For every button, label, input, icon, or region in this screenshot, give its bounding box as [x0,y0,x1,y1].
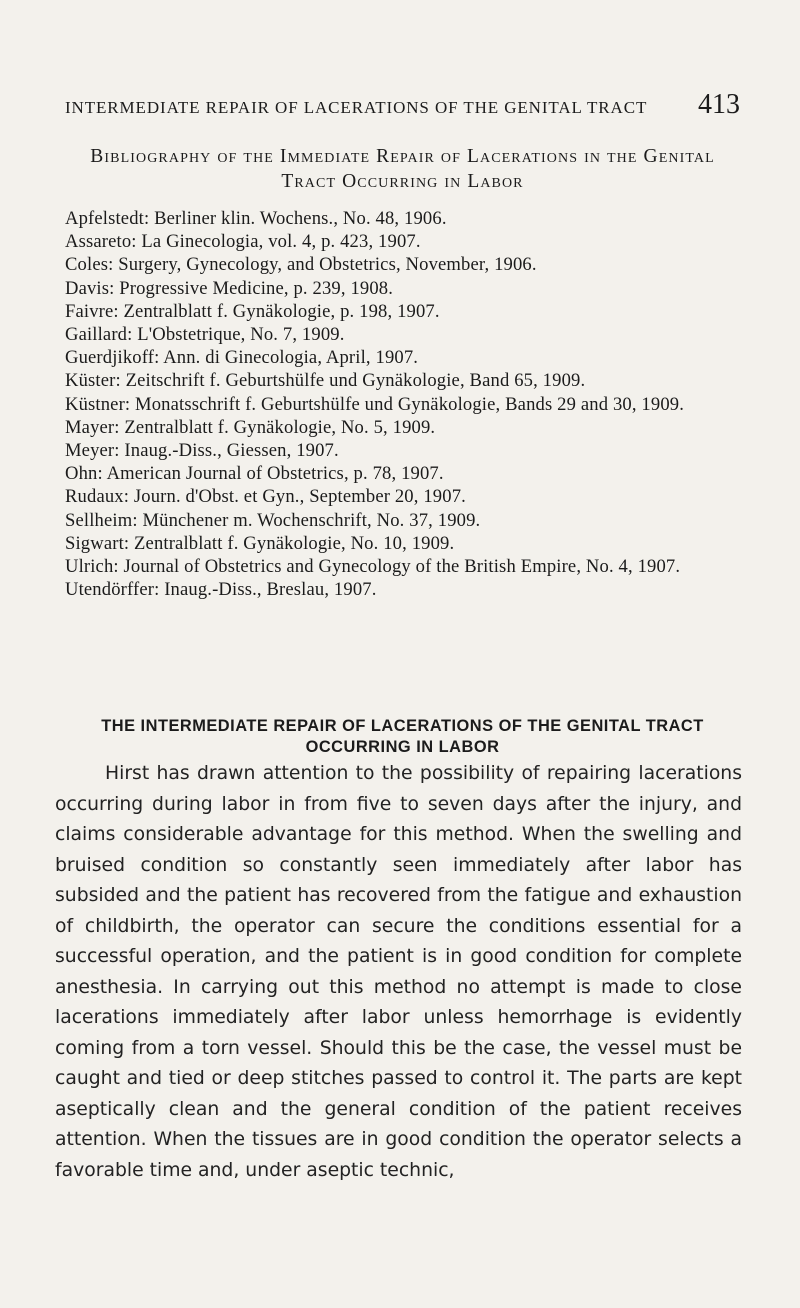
bibliography-entry: Sellheim: Münchener m. Wochenschrift, No. 37, 1909. [65,509,481,531]
entry-citation: Monatsschrift f. Geburtshülfe und Gynäkologie, Bands 29 and 30, 1909. [135,393,685,415]
running-head [65,89,740,125]
entry-author: Küster [65,370,116,392]
entry-citation: Zentralblatt f. Gynäkologie, No. 5, 1909. [124,416,436,438]
entry-author: Meyer [65,440,115,462]
bibliography-entry: Gaillard: L'Obstetrique, No. 7, 1909. [65,324,345,346]
entry-author: Küstner [65,393,125,415]
entry-author: Mayer [65,416,115,438]
entry-author: Utendörffer [65,579,155,601]
bibliography-entry: Ulrich: Journal of Obstetrics and Gynecology of the British Empire, No. 4, 1907. [65,556,681,578]
entry-citation: Zentralblatt f. Gynäkologie, No. 10, 1909. [134,532,455,554]
entry-citation: Progressive Medicine, p. 239, 1908. [119,277,394,299]
entry-citation: Münchener m. Wochenschrift, No. 37, 1909. [142,509,481,531]
bibliography-entry: Apfelstedt: Berliner klin. Wochens., No. 48, 1906. [65,208,447,229]
entry-author: Faivre [65,300,114,322]
page-number: 413 [698,89,740,120]
bibliography-entry: Rudaux: Journ. d'Obst. et Gyn., September 20, 1907. [65,486,466,508]
entry-author: Sigwart [65,532,124,554]
bibliography-entry: Guerdjikoff: Ann. di Ginecologia, April, 1907. [65,347,419,369]
bibliography-entry: Davis: Progressive Medicine, p. 239, 1908. [65,277,394,299]
bibliography-entry: Coles: Surgery, Gynecology, and Obstetrics, November, 1906. [65,254,537,276]
running-title: INTERMEDIATE REPAIR OF LACERATIONS OF THE GENITAL TRACT [65,98,648,117]
entry-citation: Zeitschrift f. Geburtshülfe und Gynäkologie, Band 65, 1909. [125,370,586,392]
entry-citation: Ann. di Ginecologia, April, 1907. [163,347,419,369]
section-heading: THE INTERMEDIATE REPAIR OF LACERATIONS OF THE GENITAL TRACT OCCURRING IN LABOR [101,717,704,756]
bibliography-heading: Bibliography of the Immediate Repair of Lacerations in the Genital Tract Occurring in Labor [90,146,715,192]
bibliography-entry: Sigwart: Zentralblatt f. Gynäkologie, No. 10, 1909. [65,532,455,554]
bibliography-entry: Ohn: American Journal of Obstetrics, p. 78, 1907. [65,463,444,485]
entry-citation: La Ginecologia, vol. 4, p. 423, 1907. [141,231,421,253]
entry-author: Assareto [65,231,132,253]
entry-author: Rudaux [65,486,124,508]
entry-citation: American Journal of Obstetrics, p. 78, 1907. [106,463,444,485]
entry-author: Guerdjikoff [65,347,155,369]
bibliography-entry: Küster: Zeitschrift f. Geburtshülfe und Gynäkologie, Band 65, 1909. [65,370,586,392]
entry-author: Sellheim [65,509,133,531]
entry-citation: L'Obstetrique, No. 7, 1909. [137,324,345,346]
entry-citation: Zentralblatt f. Gynäkologie, p. 198, 1907. [123,300,440,322]
bibliography-entry: Mayer: Zentralblatt f. Gynäkologie, No. 5, 1909. [65,416,436,438]
entry-citation: Surgery, Gynecology, and Obstetrics, November, 1906. [118,254,537,276]
entry-citation: Journal of Obstetrics and Gynecology of the British Empire, No. 4, 1907. [123,556,681,578]
entry-citation: Journ. d'Obst. et Gyn., September 20, 1907. [133,486,466,508]
entry-author: Apfelstedt [65,208,144,229]
entry-author: Davis [65,277,110,299]
bibliography-list [65,207,740,601]
bibliography-entry: Assareto: La Ginecologia, vol. 4, p. 423, 1907. [65,231,421,253]
entry-author: Gaillard [65,324,128,346]
entry-citation: Inaug.-Diss., Breslau, 1907. [164,579,377,601]
body-paragraph: Hirst has drawn attention to the possibility of repairing lacerations occurring during labor in from five to seven days after the injury, and claims considerable advantage for this method. When the swelling and bruised condition so constantly seen immediately after labor has subsided and the patient has recovered from the fatigue and exhaustion of childbirth, the operator can secure the conditions essential for a successful operation, and the patient is in good condition for complete anesthesia. In carrying out this method no attempt is made to close lacerations immediately after labor unless hemorrhage is evidently coming from a torn vessel. Should this be the case, the vessel must be caught and tied or deep stitches passed to control it. The parts are kept aseptically clean and the general condition of the patient receives attention. When the tissues are in good condition the operator selects a favorable time and, under aseptic technic, [55,763,742,1181]
bibliography-entry: Faivre: Zentralblatt f. Gynäkologie, p. 198, 1907. [65,300,440,322]
entry-citation: Inaug.-Diss., Giessen, 1907. [124,440,339,462]
entry-author: Ohn [65,463,98,485]
entry-citation: Berliner klin. Wochens., No. 48, 1906. [154,208,447,229]
bibliography-entry: Meyer: Inaug.-Diss., Giessen, 1907. [65,440,339,462]
bibliography-entry: Utendörffer: Inaug.-Diss., Breslau, 1907. [65,579,377,601]
bibliography-entry: Küstner: Monatsschrift f. Geburtshülfe und Gynäkologie, Bands 29 and 30, 1909. [65,393,685,415]
entry-author: Coles [65,254,109,276]
entry-author: Ulrich [65,556,114,578]
